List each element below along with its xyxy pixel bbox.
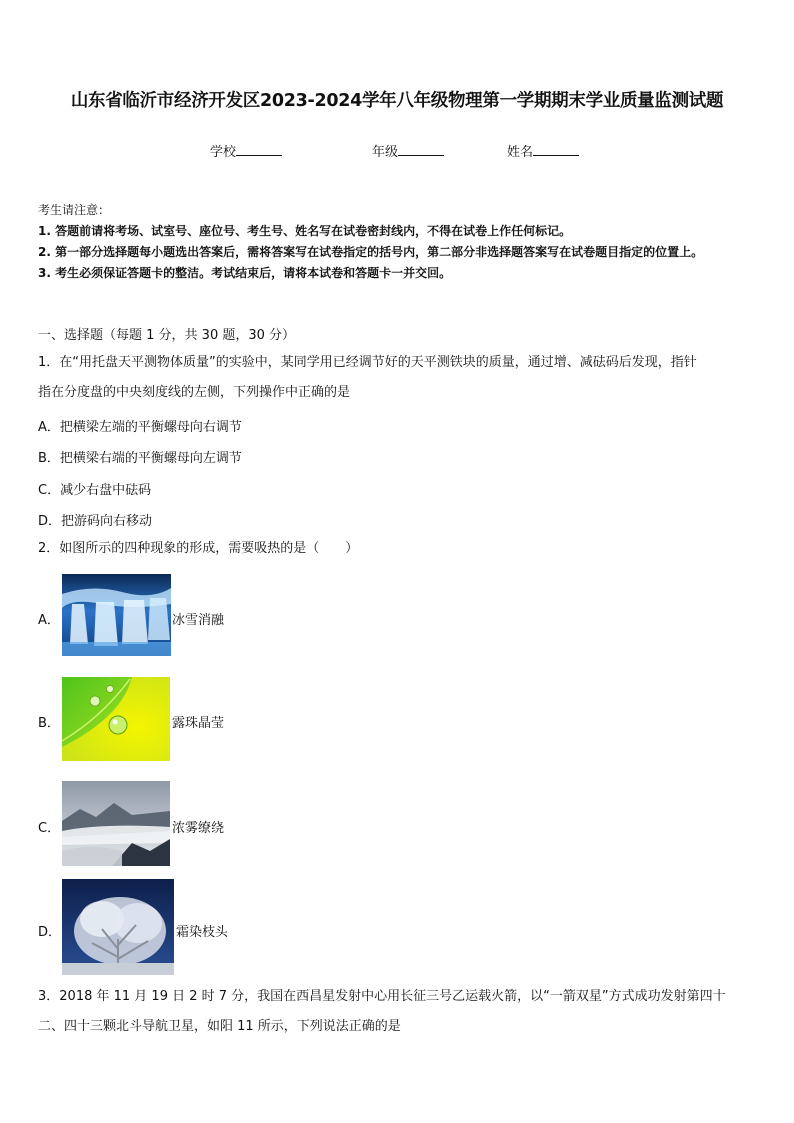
leaf-dew-photo bbox=[62, 677, 170, 761]
question-2-option-c-letter: C． bbox=[38, 821, 61, 836]
question-2-stem: 2．如图所示的四种现象的形成，需要吸热的是（ ） bbox=[38, 541, 359, 556]
school-label: 学校 bbox=[210, 145, 237, 160]
question-1-line-2: 指在分度盘的中央刻度线的左侧，下列操作中正确的是 bbox=[38, 385, 351, 400]
grade-label: 年级 bbox=[372, 145, 399, 160]
question-2-option-b-caption: 露珠晶莹 bbox=[172, 716, 225, 731]
question-2-option-c-caption: 浓雾缭绕 bbox=[172, 821, 225, 836]
name-field bbox=[507, 141, 579, 160]
notice-item-3: 3. 考生必须保证答题卡的整洁。考试结束后，请将本试卷和答题卡一并交回。 bbox=[38, 266, 452, 280]
question-1-line-1: 1．在“用托盘天平测物体质量”的实验中，某同学用已经调节好的天平测铁块的质量，通过增、减砝码后发现，指针 bbox=[38, 355, 697, 370]
grade-field bbox=[372, 141, 444, 160]
question-1-option-d: D．把游码向右移动 bbox=[38, 514, 153, 529]
question-2-option-a-caption: 冰雪消融 bbox=[172, 613, 225, 628]
question-2-option-d-letter: D． bbox=[38, 925, 62, 940]
question-1-option-b: B．把横梁右端的平衡螺母向左调节 bbox=[38, 451, 242, 466]
school-field bbox=[210, 141, 282, 160]
notice-item-1: 1. 答题前请将考场、试室号、座位号、考生号、姓名写在试卷密封线内，不得在试卷上作任何标记。 bbox=[38, 224, 572, 238]
question-2-option-d-caption: 霜染枝头 bbox=[176, 925, 229, 940]
name-label: 姓名 bbox=[507, 145, 534, 160]
section-heading: 一、选择题（每题 1 分，共 30 题，30 分） bbox=[38, 328, 296, 343]
waterfall-photo bbox=[62, 574, 171, 656]
name-blank bbox=[533, 143, 579, 156]
grade-blank bbox=[398, 143, 444, 156]
fog-mountain-photo bbox=[62, 781, 170, 866]
question-3-line-2: 二、四十三颗北斗导航卫星，如阳 11 所示，下列说法正确的是 bbox=[38, 1019, 401, 1034]
question-2-option-a-letter: A． bbox=[38, 613, 60, 628]
page-title: 山东省临沂市经济开发区2023-2024学年八年级物理第一学期期末学业质量监测试题 bbox=[70, 91, 724, 111]
question-1-option-a: A．把横梁左端的平衡螺母向右调节 bbox=[38, 420, 242, 435]
school-blank bbox=[236, 143, 282, 156]
question-2-option-b-letter: B． bbox=[38, 716, 60, 731]
question-3-line-1: 3．2018 年 11 月 19 日 2 时 7 分，我国在西昌星发射中心用长征三号乙运载火箭，以“一箭双星”方式成功发射第四十 bbox=[38, 989, 726, 1004]
question-1-option-c: C．减少右盘中砝码 bbox=[38, 483, 152, 498]
frost-tree-photo bbox=[62, 879, 174, 975]
notice-block bbox=[38, 200, 763, 284]
notice-heading: 考生请注意： bbox=[38, 203, 111, 217]
notice-item-2: 2. 第一部分选择题每小题选出答案后，需将答案写在试卷指定的括号内，第二部分非选择题答案写在试卷题目指定的位置上。 bbox=[38, 245, 704, 259]
